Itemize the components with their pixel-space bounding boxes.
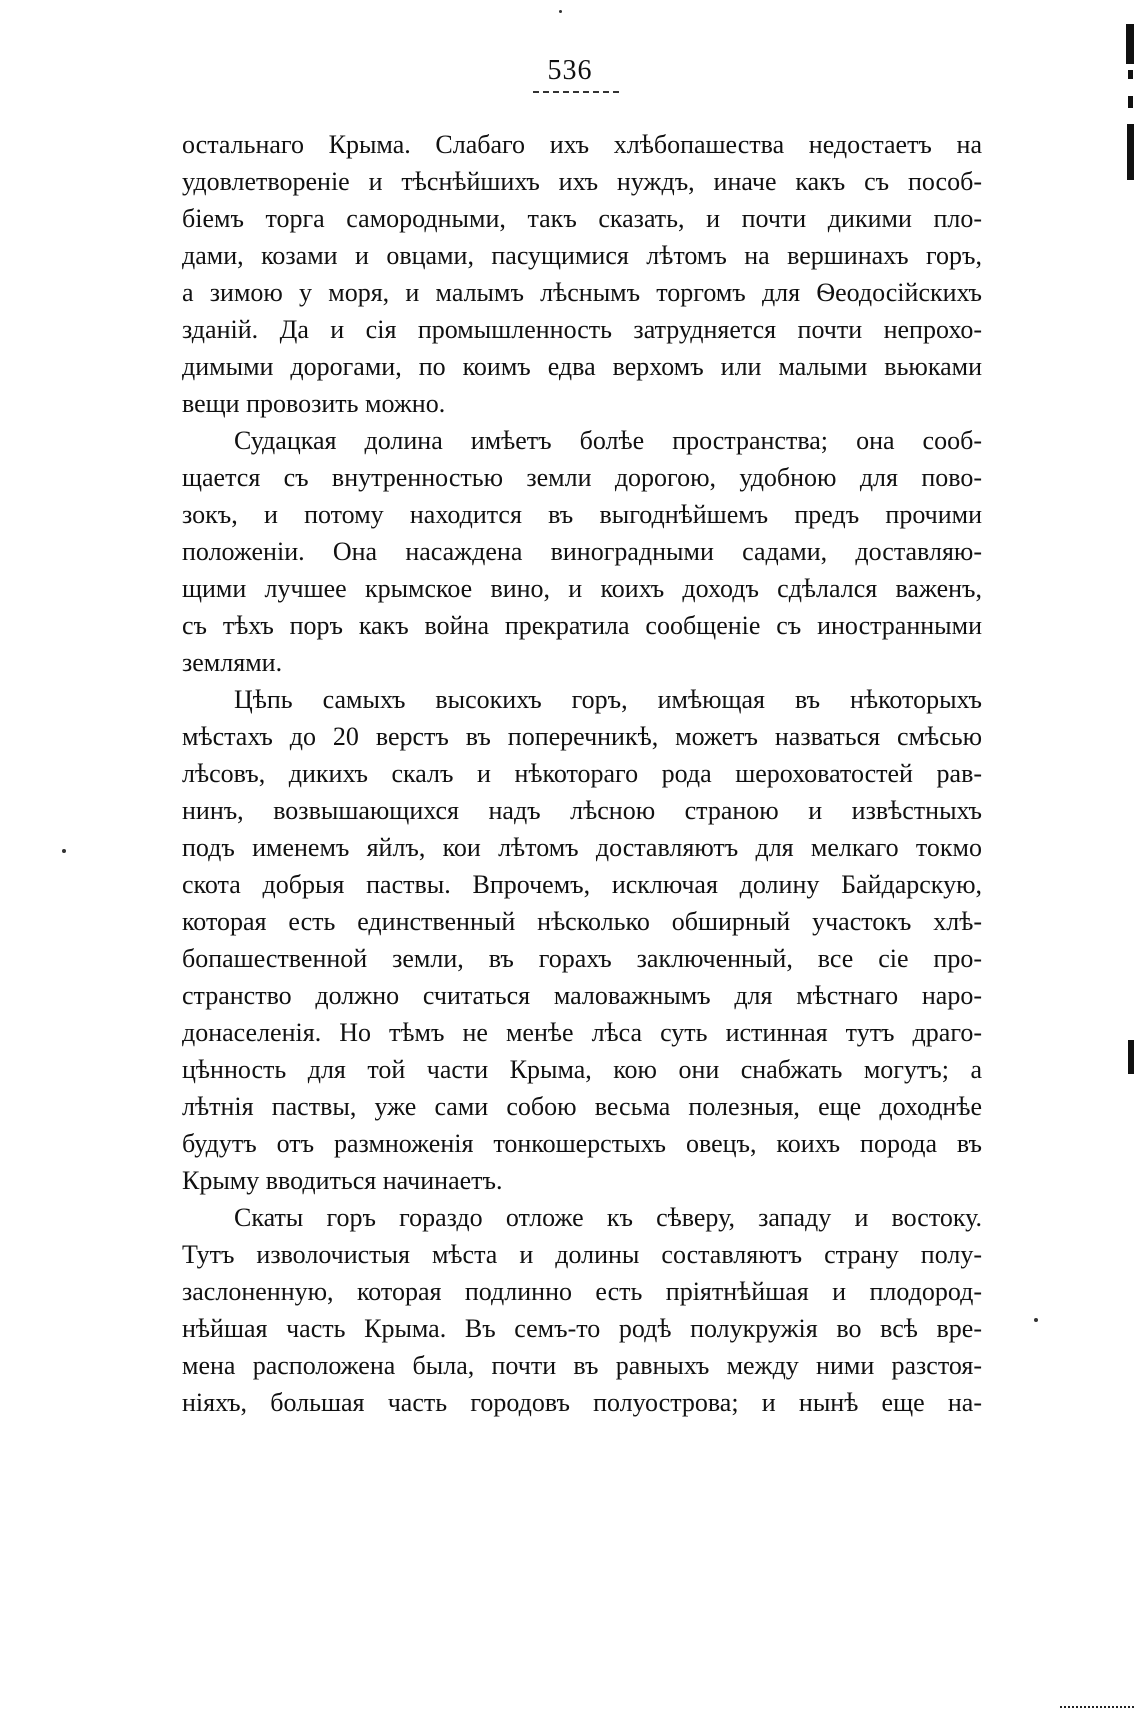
scan-speck: [559, 10, 562, 13]
text-line: положеніи. Она насаждена виноградными садами, доставляю-: [182, 537, 982, 566]
page-number-rule: [533, 91, 619, 93]
paragraph-4: [182, 1199, 982, 1421]
text-line: которая есть единственный нѣсколько обширный участокъ хлѣ-: [182, 907, 982, 936]
scan-edge-mark: [1128, 70, 1133, 79]
text-line: скота добрыя паствы. Впрочемъ, исключая долину Байдарскую,: [182, 870, 982, 899]
text-line: мена расположена была, почти въ равныхъ между ними разстоя-: [182, 1351, 982, 1380]
paragraph-2: [182, 422, 982, 681]
text-line: землями.: [182, 648, 283, 677]
text-line: щими лучшее крымское вино, и коихъ доходъ сдѣлался важенъ,: [182, 574, 982, 603]
text-line: Тутъ изволочистыя мѣста и долины составляютъ страну полу-: [182, 1240, 982, 1269]
paragraph-1: [182, 126, 982, 422]
text-line: димыми дорогами, по коимъ едва верхомъ или малыми вьюками: [182, 352, 982, 381]
text-line: а зимою у моря, и малымъ лѣснымъ торгомъ для Ѳеодосійскихъ: [182, 278, 982, 307]
text-line: лѣтнія паствы, уже сами собою весьма полезныя, еще доходнѣе: [182, 1092, 982, 1121]
text-line: донаселенія. Но тѣмъ не менѣе лѣса суть истинная тутъ драго-: [182, 1018, 982, 1047]
text-line: мѣстахъ до 20 верстъ въ поперечникѣ, можетъ назваться смѣсью: [182, 722, 982, 751]
text-line: подъ именемъ яйлъ, кои лѣтомъ доставляютъ для мелкаго токмо: [182, 833, 982, 862]
paragraph-3: [182, 681, 982, 1199]
page-number: 536: [547, 55, 593, 86]
text-line: зокъ, и потому находится въ выгоднѣйшемъ предъ прочими: [182, 500, 982, 529]
text-line: остальнаго Крыма. Слабаго ихъ хлѣбопашества недостаетъ на: [182, 130, 982, 159]
text-line: цѣнность для той части Крыма, кою они снабжать могутъ; а: [182, 1055, 982, 1084]
text-line: біемъ торга самородными, такъ сказать, и почти дикими пло-: [182, 204, 982, 233]
scan-edge-mark: [1126, 24, 1134, 64]
text-line: нинъ, возвышающихся надъ лѣсною страною и извѣстныхъ: [182, 796, 982, 825]
text-line: дами, козами и овцами, пасущимися лѣтомъ на вершинахъ горъ,: [182, 241, 982, 270]
scan-speck: [1034, 1318, 1038, 1322]
text-line: зданій. Да и сія промышленность затрудняется почти непрохо-: [182, 315, 982, 344]
text-line: Судацкая долина имѣетъ болѣе пространства; она сооб-: [234, 426, 982, 455]
scan-edge-mark: [1127, 124, 1134, 180]
text-line: Скаты горъ гораздо отложе къ сѣверу, западу и востоку.: [234, 1203, 982, 1232]
text-line: ніяхъ, большая часть городовъ полуострова; и нынѣ еще на-: [182, 1388, 982, 1417]
text-line: Крыму вводиться начинаетъ.: [182, 1166, 503, 1195]
text-line: щается съ внутренностью земли дорогою, удобною для пово-: [182, 463, 982, 492]
text-line: странство должно считаться маловажнымъ для мѣстнаго наро-: [182, 981, 982, 1010]
text-line: будутъ отъ размноженія тонкошерстыхъ овецъ, коихъ порода въ: [182, 1129, 982, 1158]
body-text: [182, 126, 982, 1421]
scan-edge-mark: [1128, 96, 1133, 108]
text-line: вещи провозить можно.: [182, 389, 446, 418]
text-line: лѣсовъ, дикихъ скалъ и нѣкотораго рода шероховатостей рав-: [182, 759, 982, 788]
text-line: удовлетвореніе и тѣснѣйшихъ ихъ нуждъ, иначе какъ съ пособ-: [182, 167, 982, 196]
scan-speck: [62, 849, 66, 853]
text-line: бопашественной земли, въ горахъ заключенный, все сіе про-: [182, 944, 982, 973]
scan-corner-mark: [1060, 1706, 1134, 1708]
text-line: нѣйшая часть Крыма. Въ семъ-то родѣ полукружія во всѣ вре-: [182, 1314, 982, 1343]
text-line: заслоненную, которая подлинно есть пріятнѣйшая и плодород-: [182, 1277, 982, 1306]
scan-edge-mark: [1128, 1040, 1134, 1074]
text-line: съ тѣхъ поръ какъ война прекратила сообщеніе съ иностранными: [182, 611, 982, 640]
text-line: Цѣпь самыхъ высокихъ горъ, имѣющая въ нѣкоторыхъ: [234, 685, 982, 714]
